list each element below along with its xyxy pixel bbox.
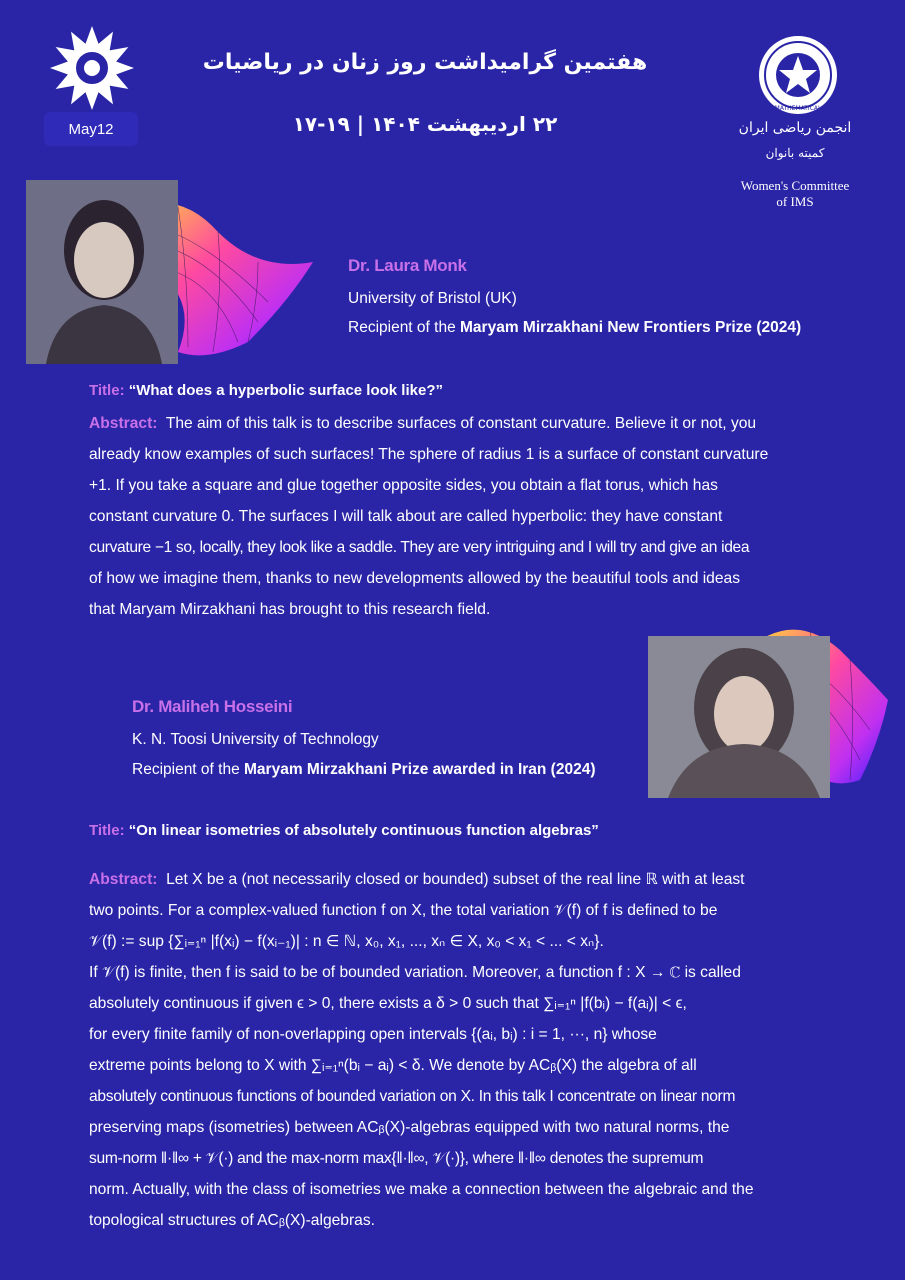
speaker1-prize — [348, 319, 801, 337]
ims-seal-icon — [757, 34, 839, 116]
talk1-abstract — [89, 408, 813, 625]
abstract-line: two points. For a complex-valued function f on X, the total variation 𝒱(f) of f is defined to be — [89, 902, 718, 919]
abstract-line: already know examples of such surfaces! The sphere of radius 1 is a surface of constant curvature — [89, 446, 769, 463]
abstract-line: constant curvature 0. The surfaces I will talk about are called hyperbolic: they have constant — [89, 508, 723, 525]
abstract-line: absolutely continuous if given ϵ > 0, there exists a δ > 0 such that ∑ᵢ₌₁ⁿ |f(bᵢ) − f(aᵢ)| < ϵ, — [89, 995, 687, 1012]
prize-prefix: Recipient of the — [348, 319, 461, 336]
abstract-label: Abstract: — [89, 871, 158, 888]
organizer-fa-committee: کمیته بانوان — [765, 146, 825, 160]
title-label: Title: — [89, 382, 129, 399]
abstract-label: Abstract: — [89, 415, 158, 432]
abstract-line: curvature −1 so, locally, they look like a saddle. They are very intriguing and I will try and give an idea — [89, 539, 750, 556]
abstract-line: Abstract: The aim of this talk is to describe surfaces of constant curvature. Believe it or not, you — [89, 415, 757, 432]
abstract-line: Abstract: Let X be a (not necessarily closed or bounded) subset of the real line ℝ with at least — [89, 871, 745, 888]
abstract-line: sum-norm ‖·‖∞ + 𝒱(·) and the max-norm max{‖·‖∞, 𝒱(·)}, where ‖·‖∞ denotes the supremum — [89, 1150, 704, 1167]
event-date: ۲۲ اردیبهشت ۱۴۰۴ | ۱۹-۱۷ — [292, 112, 558, 136]
organizer-en-line1: Women's Committee — [740, 178, 850, 193]
seal-text: MATHEMATICAL — [774, 105, 822, 112]
speaker2-photo — [648, 636, 830, 798]
organizer-fa-name: انجمن ریاضی ایران — [738, 120, 852, 136]
speaker2-prize — [132, 761, 595, 779]
title-label: Title: — [89, 822, 129, 839]
prize-name: Maryam Mirzakhani New Frontiers Prize (2024) — [460, 319, 802, 336]
title-text: “What does a hyperbolic surface look like?” — [128, 382, 443, 399]
speaker1-photo — [26, 180, 178, 364]
prize-name: Maryam Mirzakhani Prize awarded in Iran (2024) — [244, 761, 596, 778]
organizer-en — [720, 178, 870, 210]
date-badge: May12 — [44, 112, 138, 146]
event-title: هفتمین گرامیداشت روز زنان در ریاضیات — [202, 50, 648, 75]
abstract-line: preserving maps (isometries) between ACᵦ(X)-algebras equipped with two natural norms, the — [89, 1119, 730, 1136]
abstract-line: 𝒱(f) := sup {∑ᵢ₌₁ⁿ |f(xᵢ) − f(xᵢ₋₁)| : n ∈ ℕ, x₀, x₁, ..., xₙ ∈ X, x₀ < x₁ < ... < xₙ}. — [89, 933, 604, 950]
abstract-line: If 𝒱(f) is finite, then f is said to be of bounded variation. Moreover, a function f : X → ℂ is called — [89, 964, 741, 981]
talk2-title — [89, 822, 599, 839]
abstract-line: for every finite family of non-overlapping open intervals {(aᵢ, bᵢ) : i = 1, ···, n} whose — [89, 1026, 657, 1043]
organizer-en-line2: of IMS — [776, 194, 814, 209]
speaker2-name: Dr. Maliheh Hosseini — [132, 697, 293, 716]
abstract-line: +1. If you take a square and glue together opposite sides, you obtain a flat torus, which has — [89, 477, 718, 494]
flower-logo-icon — [46, 22, 138, 114]
speaker2-affiliation: K. N. Toosi University of Technology — [132, 731, 379, 748]
title-text: “On linear isometries of absolutely continuous function algebras” — [128, 822, 599, 839]
speaker1-name: Dr. Laura Monk — [348, 256, 467, 275]
abstract-line: of how we imagine them, thanks to new developments allowed by the beautiful tools and ideas — [89, 570, 741, 587]
abstract-line: that Maryam Mirzakhani has brought to this research field. — [89, 601, 491, 618]
abstract-line: absolutely continuous functions of bounded variation on X. In this talk I concentrate on linear norm — [89, 1088, 736, 1105]
talk2-abstract — [89, 864, 813, 1236]
prize-prefix: Recipient of the — [132, 761, 245, 778]
speaker1-affiliation: University of Bristol (UK) — [348, 290, 517, 307]
abstract-line: topological structures of ACᵦ(X)-algebras. — [89, 1212, 375, 1229]
talk1-title — [89, 382, 443, 399]
abstract-line: extreme points belong to X with ∑ᵢ₌₁ⁿ(bᵢ − aᵢ) < δ. We denote by ACᵦ(X) the algebra of all — [89, 1057, 697, 1074]
abstract-line: norm. Actually, with the class of isometries we make a connection between the algebraic and the — [89, 1181, 754, 1198]
